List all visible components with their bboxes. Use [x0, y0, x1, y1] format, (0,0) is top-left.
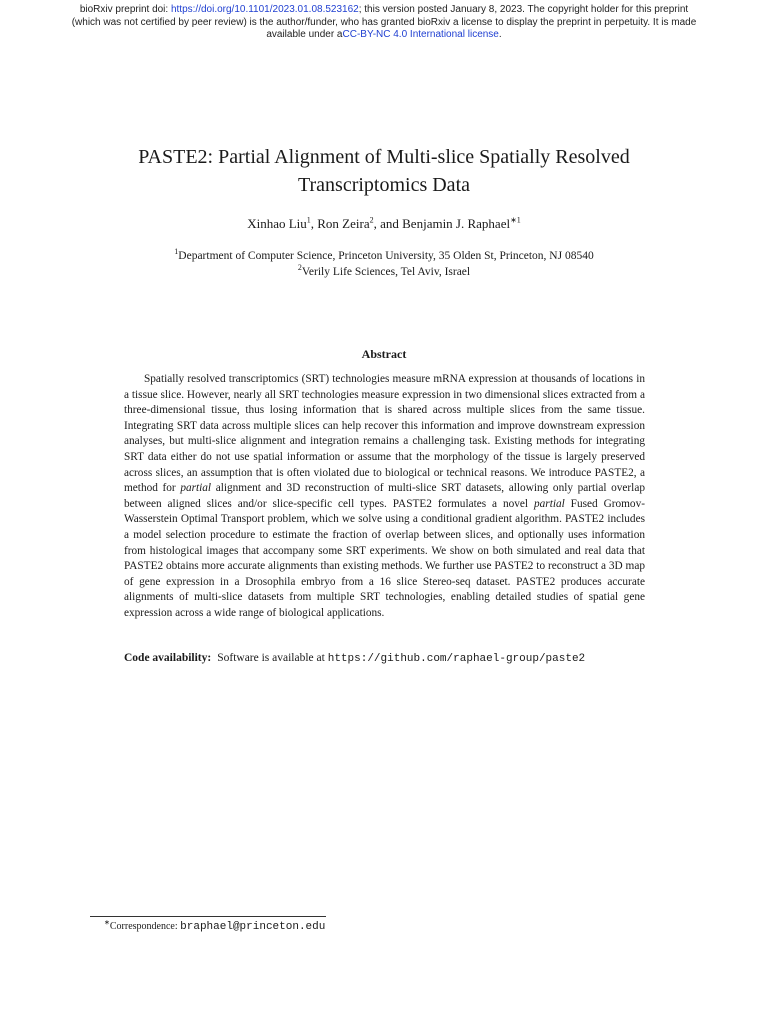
- abstract-text-2: alignment and 3D reconstruction of multi-slice SRT datasets, allowing only partial overlap between aligned slices and/or slice-specific cell types. PASTE2 formulates a novel: [124, 482, 645, 510]
- header-posted-text: ; this version posted January 8, 2023. The copyright holder for this preprint: [358, 4, 689, 15]
- code-availability-label: Code availability:: [124, 652, 212, 664]
- author-2-affil: 2: [369, 215, 374, 225]
- abstract-text-3: Fused Gromov-Wasserstein Optimal Transport problem, which we solve using a conditional gradient algorithm. PASTE2 includes a model selection procedure to estimate the fraction of overlap between slices, and optionally uses information from histological images that accompany some SRT experiments. We show on both simulated and real data that PASTE2 obtains more accurate alignments than existing methods. We further use PASTE2 to reconstruct a 3D map of gene expression in a Drosophila embryo from a 16 slice Stereo-seq dataset. PASTE2 produces accurate alignments of multi-slice datasets from multiple SRT technologies, enabling detailed studies of spatial gene expression across a wide range of biological applications.: [124, 497, 645, 619]
- header-line-2: (which was not certified by peer review) is the author/funder, who has granted bioRxiv a license to display the preprint in perpetuity. It is made: [71, 16, 697, 28]
- affiliation-2-marker: 2: [297, 263, 302, 273]
- author-2: Ron Zeira: [317, 216, 370, 231]
- author-1-affil: 1: [306, 215, 311, 225]
- abstract-body: [124, 372, 645, 622]
- header-line-3: [0, 29, 768, 42]
- code-availability: [124, 650, 684, 667]
- author-3: Benjamin J. Raphael: [402, 216, 511, 231]
- paper-title-line-2: Transcriptomics Data: [297, 174, 470, 196]
- abstract-heading: Abstract: [361, 347, 407, 361]
- abstract-emphasis-1: partial: [180, 482, 212, 495]
- affiliation-2: [0, 264, 768, 280]
- header-license-suffix: .: [498, 29, 502, 40]
- header-license-prefix: available under a: [266, 29, 343, 40]
- correspondence-email[interactable]: braphael@princeton.edu: [180, 921, 326, 933]
- header-doi-prefix: bioRxiv preprint doi:: [79, 4, 171, 15]
- preprint-header: [0, 4, 768, 42]
- footnote-marker: ∗: [104, 918, 110, 927]
- footnote-divider: [90, 916, 326, 917]
- paper-title: [0, 143, 768, 199]
- author-1: Xinhao Liu: [247, 216, 307, 231]
- abstract-emphasis-2: partial: [534, 497, 565, 510]
- affiliation-list: [0, 248, 768, 280]
- abstract-text-1: Spatially resolved transcriptomics (SRT) technologies measure mRNA expression at thousands of locations in a tissue slice. However, nearly all SRT technologies measure expression in two dimensional slices extracted from a three-dimensional tissue, thus losing information that is shared across multiple slices from the same tissue. Integrating SRT data across multiple slices can help recover this information and improve downstream expression analyses, but multi-slice alignment and integration remains a challenging task. Existing methods for integrating SRT data either do not use spatial information or assume that the morphology of the tissue is largely preserved across slices, an assumption that is often violated due to biological or technical reasons. We introduce PASTE2, a method for: [124, 373, 645, 495]
- author-list: [0, 214, 768, 234]
- header-line-1: [0, 4, 768, 17]
- github-link[interactable]: https://github.com/raphael-group/paste2: [327, 653, 586, 665]
- author-separator-1: ,: [310, 216, 318, 231]
- paper-title-line-1: PASTE2: Partial Alignment of Multi-slice Spatially Resolved: [138, 146, 630, 168]
- correspondence-footnote: [104, 920, 504, 934]
- doi-link[interactable]: https://doi.org/10.1101/2023.01.08.523162: [170, 4, 359, 15]
- affiliation-1-text: Department of Computer Science, Princeton University, 35 Olden St, Princeton, NJ 08540: [178, 250, 594, 262]
- author-separator-2: , and: [373, 216, 403, 231]
- code-availability-text: Software is available at: [217, 652, 328, 664]
- affiliation-2-text: Verily Life Sciences, Tel Aviv, Israel: [301, 266, 471, 278]
- footnote-label: Correspondence:: [109, 921, 181, 932]
- affiliation-1-marker: 1: [174, 247, 179, 257]
- affiliation-1: [0, 248, 768, 264]
- author-3-affil: ∗1: [510, 215, 521, 225]
- license-link[interactable]: CC-BY-NC 4.0 International license: [342, 29, 499, 40]
